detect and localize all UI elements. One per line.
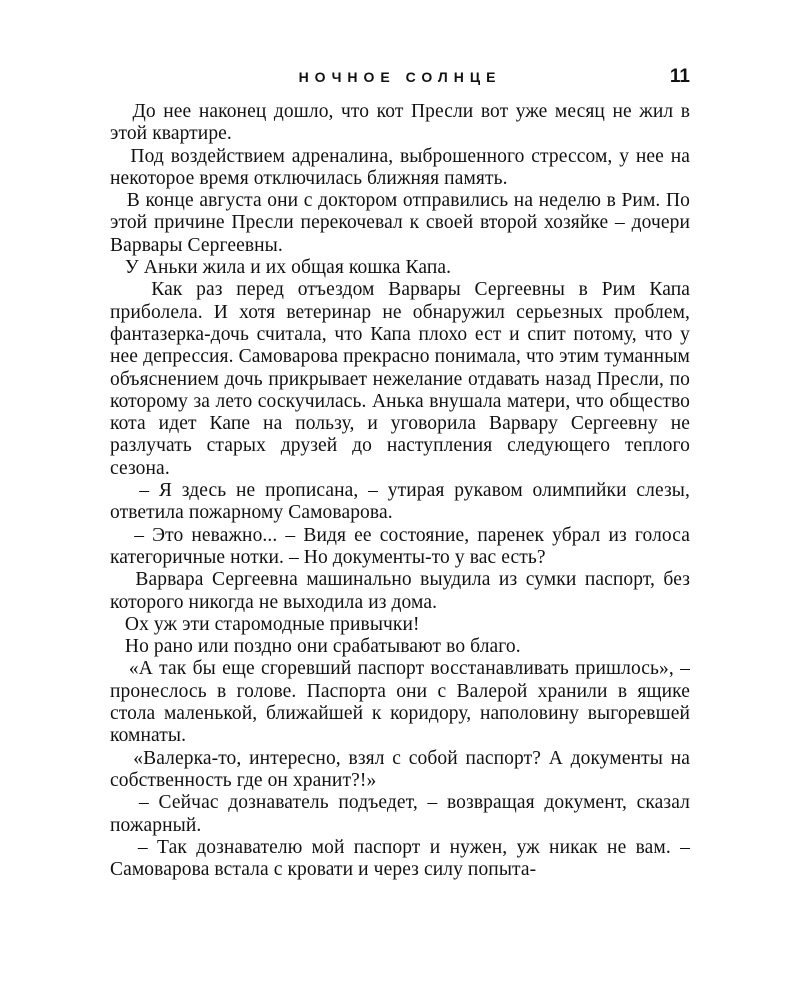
paragraph: – Это неважно... – Видя ее состояние, паренек убрал из голоса категоричные нотки. – Но документы-то у вас есть? (110, 524, 690, 568)
running-head (110, 66, 690, 90)
paragraph: Варвара Сергеевна машинально выудила из сумки паспорт, без которого никогда не выходила из дома. (110, 569, 690, 613)
paragraph: «Валерка-то, интересно, взял с собой паспорт? А документы на собственность где он хранит?!» (110, 747, 690, 791)
paragraph: Как раз перед отъездом Варвары Сергеевны в Рим Капа приболела. И хотя ветеринар не обнаружил серьезных проблем, фантазерка-дочь считала, что Капа плохо ест и спит потому, что у нее депрессия. Самоварова прекрасно понимала, что этим туманным объяснением дочь прикрывает нежелание отдавать назад Пресли, по которому за лето соскучилась. Анька внушала матери, что общество кота идет Капе на пользу, и уговорила Варвару Сергеевну не разлучать старых друзей до наступления следующего теплого сезона. (110, 279, 690, 479)
paragraph: «А так бы еще сгоревший паспорт восстанавливать пришлось», – пронеслось в голове. Паспорта они с Валерой хранили в ящике стола маленькой, ближайшей к коридору, наполовину выгоревшей комнаты. (110, 658, 690, 747)
paragraph: Под воздействием адреналина, выброшенного стрессом, у нее на некоторое время отключилась ближняя память. (110, 145, 690, 189)
paragraph: Но рано или поздно они срабатывают во благо. (110, 636, 521, 658)
paragraph: У Аньки жила и их общая кошка Капа. (110, 257, 452, 279)
body-text (110, 101, 690, 881)
paragraph: – Сейчас дознаватель подъедет, – возвращая документ, сказал пожарный. (110, 792, 690, 836)
page-number: 11 (669, 66, 690, 87)
paragraph: До нее наконец дошло, что кот Пресли вот уже месяц не жил в этой квартире. (110, 101, 690, 145)
running-title: НОЧНОЕ СОЛНЦЕ (298, 69, 502, 85)
paragraph: Ох уж эти старомодные привычки! (110, 613, 420, 635)
paragraph: – Так дознавателю мой паспорт и нужен, уж никак не вам. – Самоварова встала с кровати и через силу попыта- (110, 836, 690, 881)
paragraph: – Я здесь не прописана, – утирая рукавом олимпийки слезы, ответила пожарному Самоварова. (110, 480, 690, 524)
paragraph: В конце августа они с доктором отправились на неделю в Рим. По этой причине Пресли перекочевал к своей второй хозяйке – дочери Варвары Сергеевны. (110, 190, 690, 256)
